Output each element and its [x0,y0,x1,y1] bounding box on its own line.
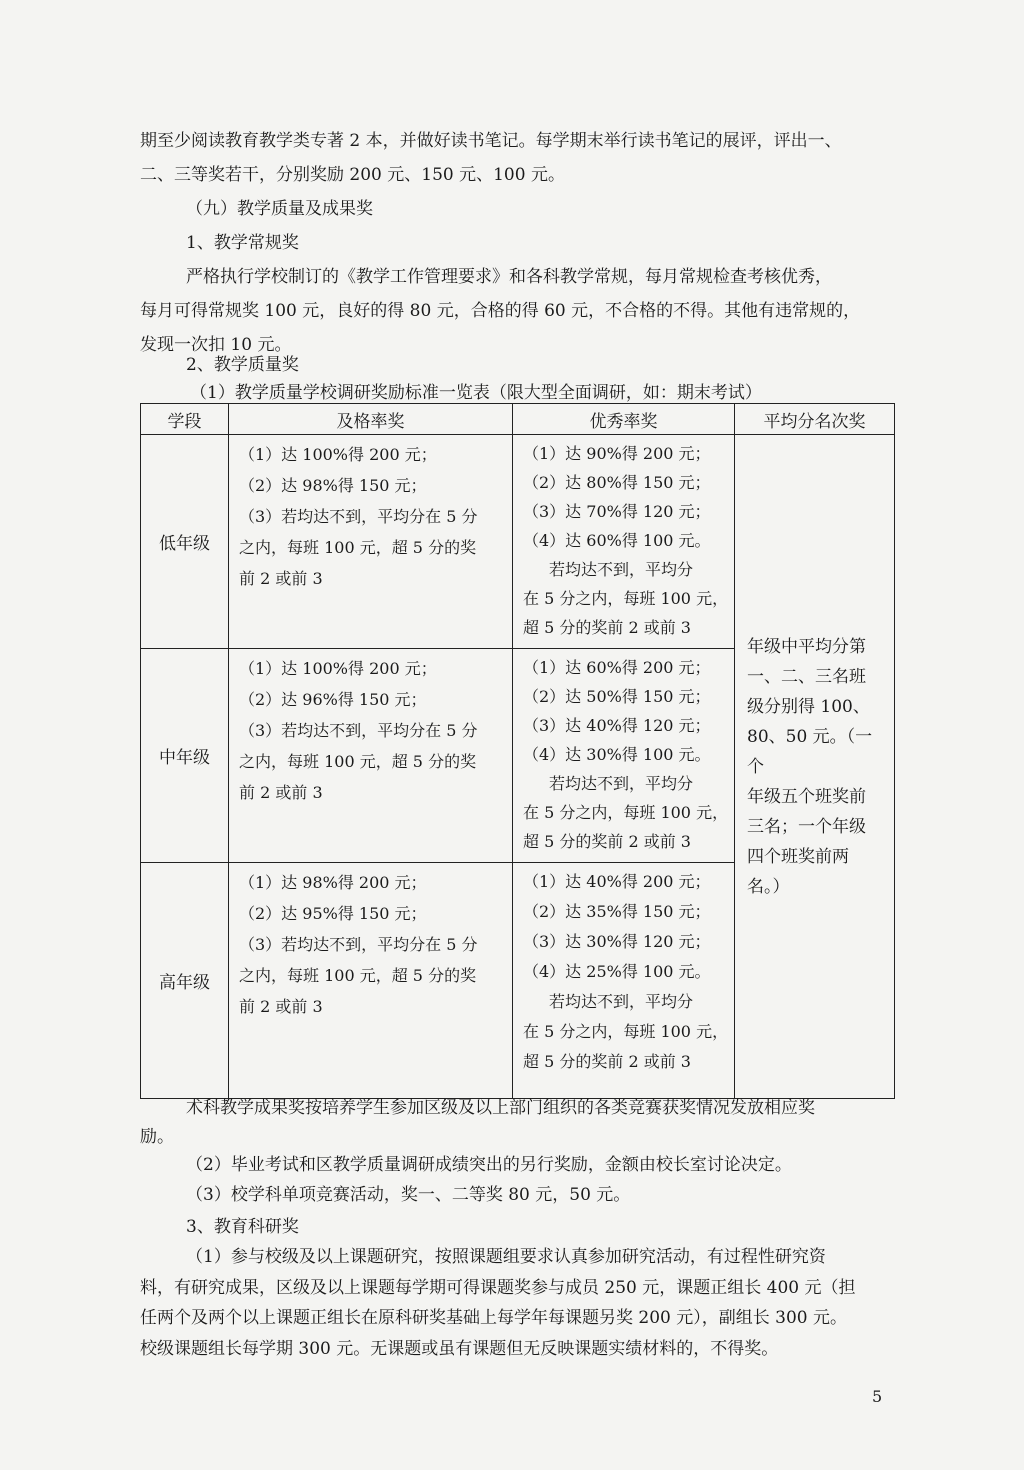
segment-cell: 低年级 [141,435,229,649]
pass-item: 前 2 或前 3 [239,997,323,1016]
excellent-item: 超 5 分的奖前 2 或前 3 [523,1052,691,1071]
pass-item: 前 2 或前 3 [239,569,323,588]
paragraph-research-line1: （1）参与校级及以上课题研究，按照课题组要求认真参加研究活动，有过程性研究资 [186,1247,826,1267]
paragraph-routine-line3: 发现一次扣 10 元。 [140,335,292,355]
paragraph-reading-line2: 二、三等奖若干，分别奖励 200 元、150 元、100 元。 [140,165,565,185]
segment-cell: 中年级 [141,649,229,863]
page-number: 5 [872,1387,883,1406]
excellent-item: （4）达 30%得 100 元。 [523,745,711,764]
pass-rate-cell [229,435,513,649]
section-heading-9: （九）教学质量及成果奖 [186,199,373,219]
excellent-item: 在 5 分之内，每班 100 元， [523,589,729,608]
excellent-item: 若均达不到，平均分 [549,992,694,1011]
excellent-item: （1）达 40%得 200 元； [523,872,711,891]
paragraph-routine-line1: 严格执行学校制订的《教学工作管理要求》和各科教学常规，每月常规检查考核优秀， [186,267,832,287]
average-rank-line: 三名；一个年级 [747,816,866,837]
excellent-item: 超 5 分的奖前 2 或前 3 [523,618,691,637]
pass-rate-cell [229,649,513,863]
paragraph-arts-line1: 术科教学成果奖按培养学生参加区级及以上部门组织的各类竞赛获奖情况发放相应奖 [186,1098,815,1118]
excellent-item: 在 5 分之内，每班 100 元， [523,803,729,822]
pass-item: （3）若均达不到，平均分在 5 分 [239,507,478,526]
pass-item: （3）若均达不到，平均分在 5 分 [239,935,478,954]
pass-item: （2）达 98%得 150 元； [239,476,427,495]
excellent-rate-cell [513,863,735,1099]
excellent-rate-cell [513,435,735,649]
pass-item: （1）达 98%得 200 元； [239,873,427,892]
excellent-item: （2）达 35%得 150 元； [523,902,711,921]
excellent-item: （4）达 25%得 100 元。 [523,962,711,981]
table-header-row [141,404,895,435]
excellent-item: （1）达 60%得 200 元； [523,658,711,677]
pass-rate-cell [229,863,513,1099]
pass-item: （1）达 100%得 200 元； [239,659,437,678]
pass-item: （2）达 96%得 150 元； [239,690,427,709]
paragraph-arts-line2: 励。 [140,1127,174,1147]
excellent-item: 在 5 分之内，每班 100 元， [523,1022,729,1041]
paragraph-reading-line1: 期至少阅读教育教学类专著 2 本，并做好读书笔记。每学期末举行读书笔记的展评，评出一、 [140,131,842,151]
excellent-item: 超 5 分的奖前 2 或前 3 [523,832,691,851]
excellent-item: （3）达 70%得 120 元； [523,502,711,521]
average-rank-line: 级分别得 100、 [747,696,870,717]
excellent-item: （1）达 90%得 200 元； [523,444,711,463]
pass-item: 之内，每班 100 元，超 5 分的奖 [239,966,477,985]
subheading-research-award: 3、教育科研奖 [186,1217,299,1237]
excellent-item: （2）达 80%得 150 元； [523,473,711,492]
table-row [141,435,895,649]
pass-item: 前 2 或前 3 [239,783,323,802]
excellent-item: 若均达不到，平均分 [549,560,694,579]
award-standard-table [140,403,895,1099]
excellent-item: 若均达不到，平均分 [549,774,694,793]
paragraph-item-3: （3）校学科单项竞赛活动，奖一、二等奖 80 元，50 元。 [186,1185,631,1205]
header-segment: 学段 [141,404,229,435]
pass-item: （2）达 95%得 150 元； [239,904,427,923]
average-rank-line: 80、50 元。（一个 [747,726,873,777]
excellent-item: （3）达 30%得 120 元； [523,932,711,951]
header-excellent-rate: 优秀率奖 [513,404,735,435]
paragraph-research-line4: 校级课题组长每学期 300 元。无课题或虽有课题但无反映课题实绩材料的，不得奖。 [140,1339,779,1359]
average-rank-line: 年级中平均分第 [747,636,866,657]
paragraph-item-2: （2）毕业考试和区教学质量调研成绩突出的另行奖励，金额由校长室讨论决定。 [186,1155,792,1175]
average-rank-line: 名。） [747,876,790,897]
average-rank-line: 四个班奖前两 [747,846,849,867]
paragraph-research-line2: 料，有研究成果，区级及以上课题每学期可得课题奖参与成员 250 元，课题正组长 400 元（担 [140,1278,856,1298]
excellent-item: （2）达 50%得 150 元； [523,687,711,706]
paragraph-routine-line2: 每月可得常规奖 100 元，良好的得 80 元，合格的得 60 元，不合格的不得。其他有违常规的， [140,301,861,321]
pass-item: （1）达 100%得 200 元； [239,445,437,464]
subheading-routine-award: 1、教学常规奖 [186,233,299,253]
table-caption: （1）教学质量学校调研奖励标准一览表（限大型全面调研，如：期末考试） [190,383,762,403]
paragraph-research-line3: 任两个及两个以上课题正组长在原科研奖基础上每学年每课题另奖 200 元），副组长 300 元。 [140,1308,848,1328]
excellent-rate-cell [513,649,735,863]
segment-cell: 高年级 [141,863,229,1099]
header-pass-rate: 及格率奖 [229,404,513,435]
pass-item: （3）若均达不到，平均分在 5 分 [239,721,478,740]
subheading-quality-award: 2、教学质量奖 [186,355,299,375]
header-average-rank: 平均分名次奖 [735,404,895,435]
pass-item: 之内，每班 100 元，超 5 分的奖 [239,538,477,557]
average-rank-cell [735,435,895,1099]
pass-item: 之内，每班 100 元，超 5 分的奖 [239,752,477,771]
excellent-item: （3）达 40%得 120 元； [523,716,711,735]
average-rank-line: 一、二、三名班 [747,666,866,687]
average-rank-line: 年级五个班奖前 [747,786,866,807]
excellent-item: （4）达 60%得 100 元。 [523,531,711,550]
